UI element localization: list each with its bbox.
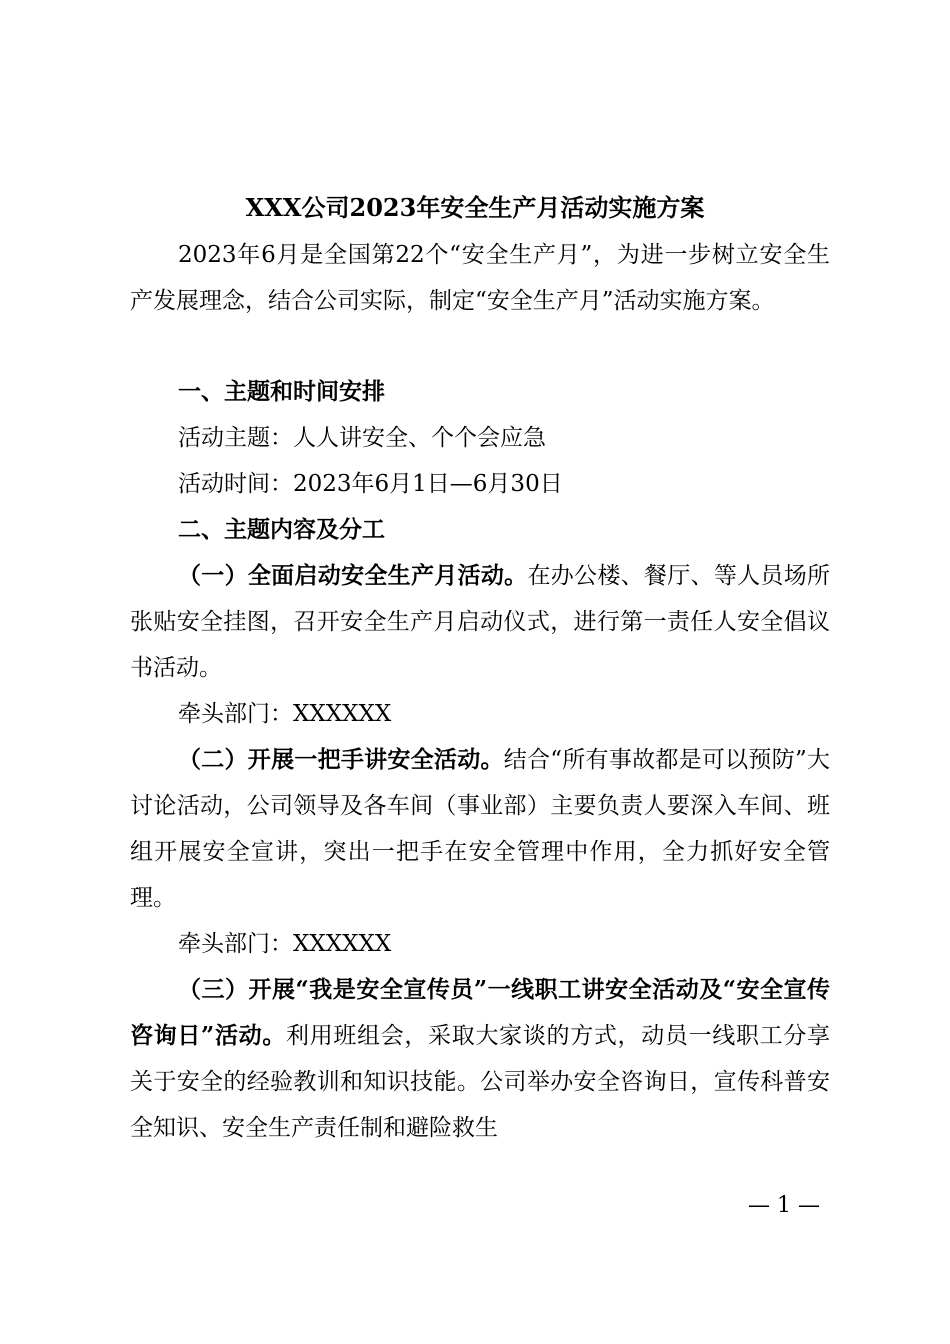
section2-heading: 二、主题内容及分工: [178, 517, 385, 543]
item3-body: 利用班组会，采取大家谈的方式，动员一线职工分享关于安全的经验教训和知识技能。公司举办安全咨询日，宣传科普安全知识、安全生产责任制和避险救生: [130, 1023, 831, 1141]
item3-paragraph: [130, 967, 830, 1151]
item1-body: 在办公楼、餐厅、等人员场所张贴安全挂图，召开安全生产月启动仪式，进行第一责任人安全倡议书活动。: [130, 563, 831, 681]
intro-paragraph: 2023年6月是全国第22个“安全生产月”，为进一步树立安全生产发展理念，结合公司实际，制定“安全生产月”活动实施方案。: [130, 242, 830, 314]
item2-dept: 牵头部门：XXXXXX: [178, 931, 392, 957]
item2-lead: （二）开展一把手讲安全活动。: [178, 746, 504, 773]
activity-time: 活动时间：2023年6月1日—6月30日: [178, 471, 563, 497]
item1-paragraph: [130, 553, 830, 691]
item2-body: 结合“所有事故都是可以预防”大讨论活动，公司领导及各车间（事业部）主要负责人要深入车间、班组开展安全宣讲，突出一把手在安全管理中作用，全力抓好安全管理。: [130, 747, 830, 911]
activity-theme: 活动主题：人人讲安全、个个会应急: [178, 425, 546, 451]
section1-heading: 一、主题和时间安排: [178, 379, 385, 405]
document-title: XXX公司2023年安全生产月活动实施方案: [245, 193, 705, 222]
page-number: — 1 —: [748, 1193, 820, 1218]
item1-dept: 牵头部门：XXXXXX: [178, 701, 392, 727]
item2-paragraph: [130, 737, 830, 921]
item3-lead: （三）开展“我是安全宣传员”一线职工讲安全活动及“安全宣传咨询日”活动。: [130, 976, 830, 1049]
item1-lead: （一）全面启动安全生产月活动。: [178, 562, 528, 589]
